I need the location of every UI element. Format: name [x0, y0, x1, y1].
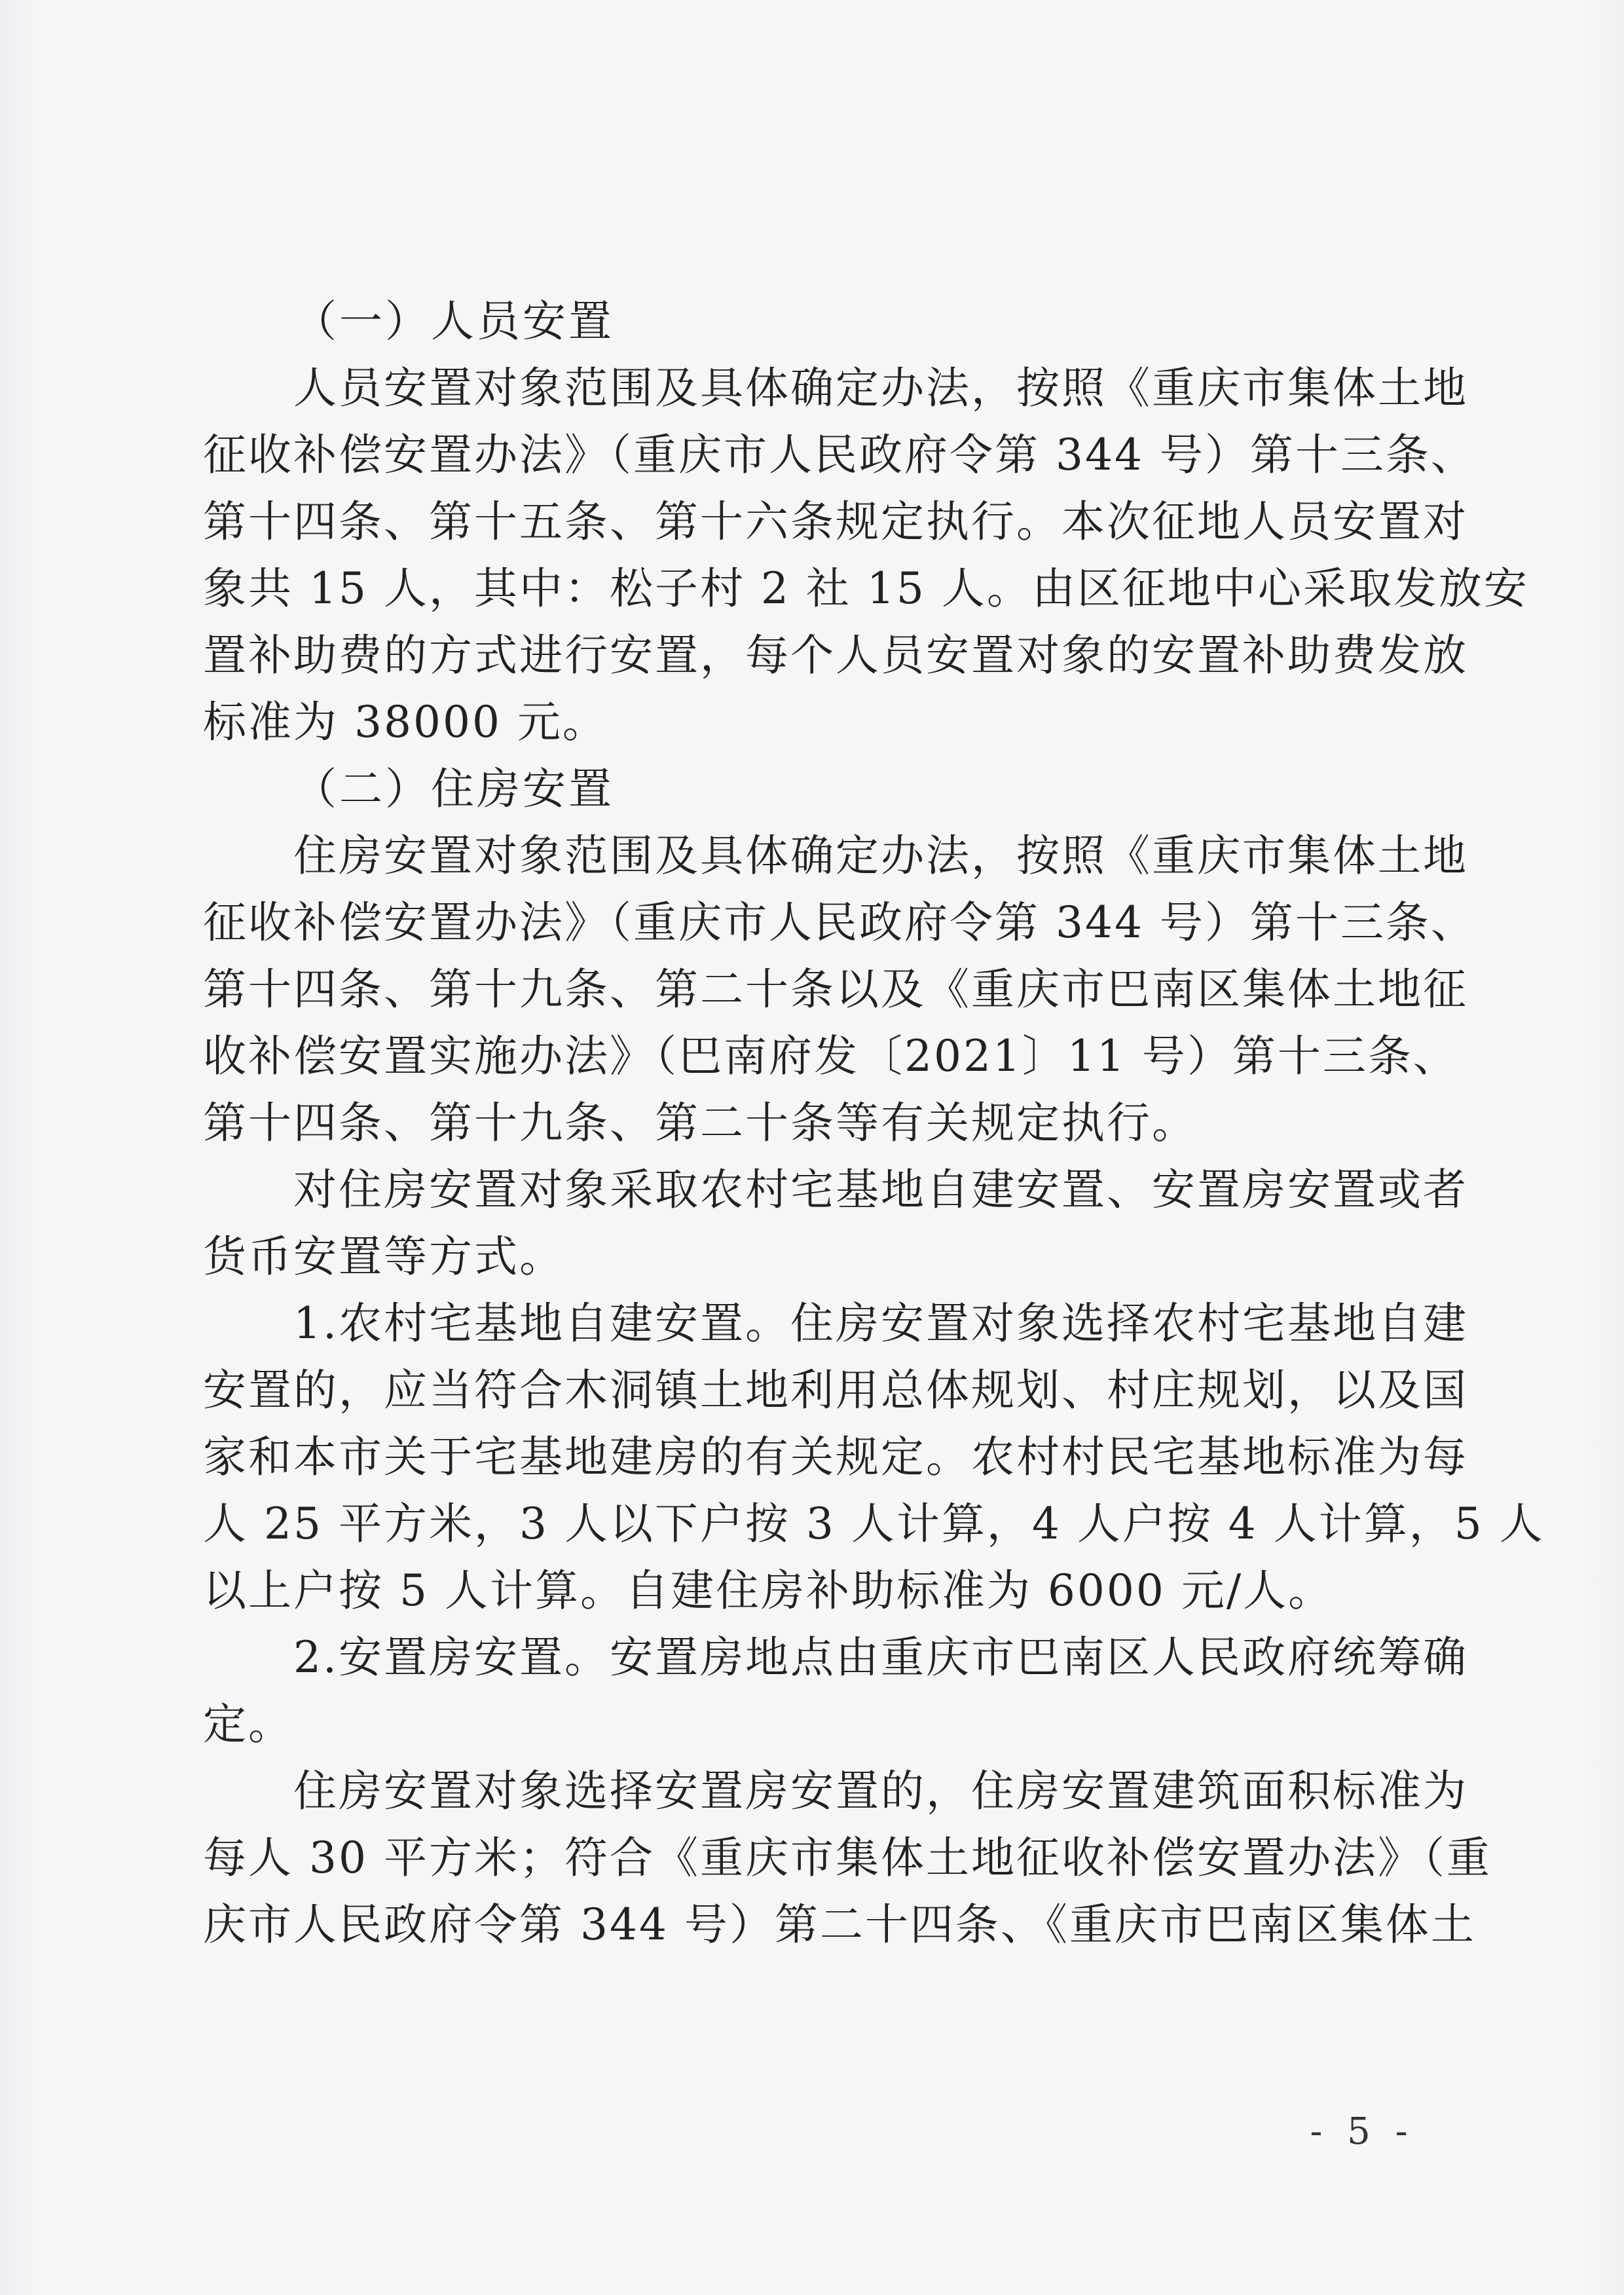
paragraph-line: 住房安置对象选择安置房安置的，住房安置建筑面积标准为 — [293, 1766, 1468, 1816]
paragraph-line: 第十四条、第十九条、第二十条等有关规定执行。 — [203, 1098, 1197, 1148]
paragraph-line: 安置的，应当符合木洞镇土地利用总体规划、村庄规划，以及国 — [203, 1365, 1468, 1415]
paragraph-line: 人员安置对象范围及具体确定办法，按照《重庆市集体土地 — [293, 363, 1468, 413]
paragraph-line: 收补偿安置实施办法》（巴南府发〔2021〕11 号）第十三条、 — [203, 1031, 1458, 1081]
paragraph-line: 标准为 38000 元。 — [203, 697, 608, 747]
paragraph-line: 征收补偿安置办法》（重庆市人民政府令第 344 号）第十三条、 — [203, 897, 1476, 948]
paragraph-line: 每人 30 平方米；符合《重庆市集体土地征收补偿安置办法》（重 — [203, 1833, 1492, 1883]
section-heading-personnel: （一）人员安置 — [293, 296, 614, 346]
paragraph-line: 第十四条、第十九条、第二十条以及《重庆市巴南区集体土地征 — [203, 964, 1468, 1015]
paragraph-line: 人 25 平方米，3 人以下户按 3 人计算，4 人户按 4 人计算，5 人 — [203, 1499, 1545, 1549]
paragraph-line: 征收补偿安置办法》（重庆市人民政府令第 344 号）第十三条、 — [203, 430, 1476, 480]
section-heading-housing: （二）住房安置 — [293, 764, 614, 814]
paragraph-line: 庆市人民政府令第 344 号）第二十四条、《重庆市巴南区集体土 — [203, 1899, 1476, 1950]
paragraph-line: 置补助费的方式进行安置，每个人员安置对象的安置补助费发放 — [203, 630, 1468, 681]
paragraph-line: 2.安置房安置。安置房地点由重庆市巴南区人民政府统筹确 — [293, 1632, 1468, 1683]
paragraph-line: 住房安置对象范围及具体确定办法，按照《重庆市集体土地 — [293, 830, 1468, 881]
paragraph-line: 以上户按 5 人计算。自建住房补助标准为 6000 元/人。 — [203, 1565, 1334, 1616]
page-number: - 5 - — [1310, 2110, 1414, 2153]
paragraph-line: 1.农村宅基地自建安置。住房安置对象选择农村宅基地自建 — [293, 1298, 1468, 1349]
paragraph-line: 家和本市关于宅基地建房的有关规定。农村村民宅基地标准为每 — [203, 1432, 1468, 1482]
paragraph-line: 第十四条、第十五条、第十六条规定执行。本次征地人员安置对 — [203, 496, 1468, 547]
paragraph-line: 象共 15 人，其中：松子村 2 社 15 人。由区征地中心采取发放安 — [203, 563, 1529, 614]
document-body — [203, 288, 1545, 1958]
paragraph-line: 货币安置等方式。 — [203, 1231, 564, 1282]
paragraph-line: 对住房安置对象采取农村宅基地自建安置、安置房安置或者 — [293, 1165, 1468, 1215]
paragraph-line: 定。 — [203, 1699, 293, 1749]
